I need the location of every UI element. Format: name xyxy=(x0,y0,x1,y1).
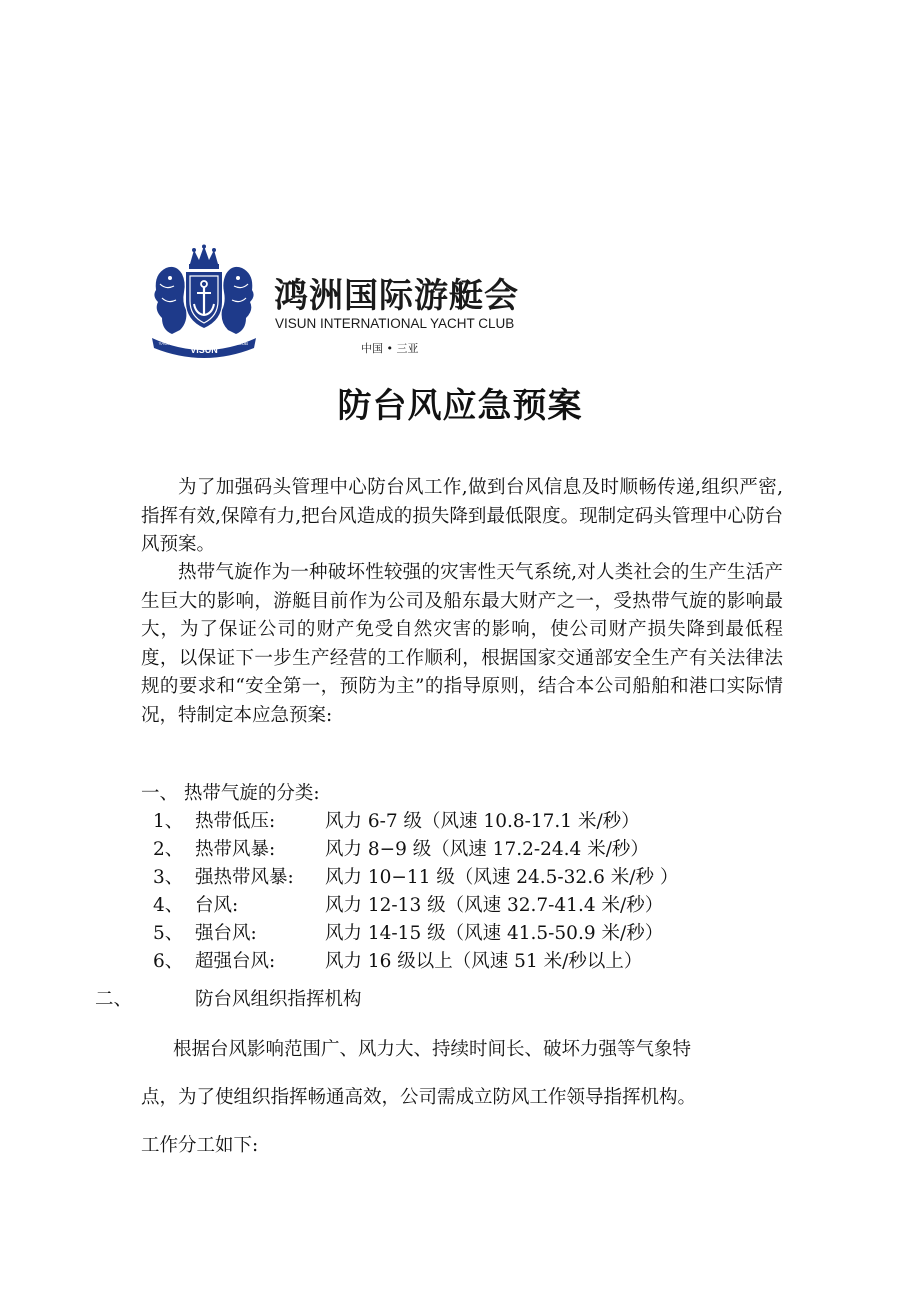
club-name-chinese: 鸿洲国际游艇会 xyxy=(274,276,519,316)
section-2-line-3: 工作分工如下: xyxy=(141,1135,259,1156)
item-description: 风力 10−11 级（风速 24.5-32.6 米/秒 ） xyxy=(325,867,679,888)
item-name: 强台风: xyxy=(195,923,257,944)
club-logo xyxy=(148,244,528,360)
item-name: 强热带风暴: xyxy=(195,867,294,888)
item-number: 3、 xyxy=(153,867,184,888)
lion-crest-emblem-icon xyxy=(148,244,260,360)
item-number: 5、 xyxy=(153,923,184,944)
item-number: 4、 xyxy=(153,895,184,916)
item-number: 6、 xyxy=(153,951,184,972)
item-number: 2、 xyxy=(153,839,184,860)
section-2-line-2: 点，为了使组织指挥畅通高效，公司需成立防风工作领导指挥机构。 xyxy=(141,1087,697,1108)
intro-paragraph-1: 为了加强码头管理中心防台风工作,做到台风信息及时顺畅传递,组织严密,指挥有效,保障有力,把台风造成的损失降到最低限度。现制定码头管理中心防台风预案。 xyxy=(141,477,783,555)
item-name: 热带风暴: xyxy=(195,839,276,860)
item-description: 风力 12-13 级（风速 32.7-41.4 米/秒） xyxy=(325,895,664,916)
svg-text:YACHT: YACHT xyxy=(158,341,174,346)
item-description: 风力 6-7 级（风速 10.8-17.1 米/秒） xyxy=(325,811,640,832)
item-description: 风力 8−9 级（风速 17.2-24.4 米/秒） xyxy=(325,839,649,860)
section-2-heading: 防台风组织指挥机构 xyxy=(195,989,362,1010)
club-name-english: VISUN INTERNATIONAL YACHT CLUB xyxy=(275,316,515,331)
club-location: 中国 • 三亚 xyxy=(361,342,419,355)
section-2-line-1: 根据台风影响范围广、风力大、持续时间长、破坏力强等气象特 xyxy=(173,1039,692,1060)
item-name: 超强台风: xyxy=(195,951,276,972)
svg-text:VISUN: VISUN xyxy=(190,345,218,355)
svg-text:CLUB: CLUB xyxy=(235,341,249,346)
section-1-heading: 一、 热带气旋的分类: xyxy=(141,783,320,804)
item-number: 1、 xyxy=(153,811,184,832)
item-description: 风力 14-15 级（风速 41.5-50.9 米/秒） xyxy=(325,923,664,944)
item-name: 热带低压: xyxy=(195,811,276,832)
item-name: 台风: xyxy=(195,895,239,916)
item-description: 风力 16 级以上（风速 51 米/秒以上） xyxy=(325,951,643,972)
intro-paragraph-2: 热带气旋作为一种破坏性较强的灾害性天气系统,对人类社会的生产生活产生巨大的影响，游艇目前作为公司及船东最大财产之一，受热带气旋的影响最大，为了保证公司的财产免受自然灾害的影响，使公司财产损失降到最低程度，以保证下一步生产经营的工作顺利，根据国家交通部安全生产有关法律法规的要求和“安全第一，预防为主”的指导原则，结合本公司船舶和港口实际情况，特制定本应急预案: xyxy=(141,562,783,726)
section-2-number: 二、 xyxy=(95,989,133,1010)
document-title: 防台风应急预案 xyxy=(337,386,583,426)
